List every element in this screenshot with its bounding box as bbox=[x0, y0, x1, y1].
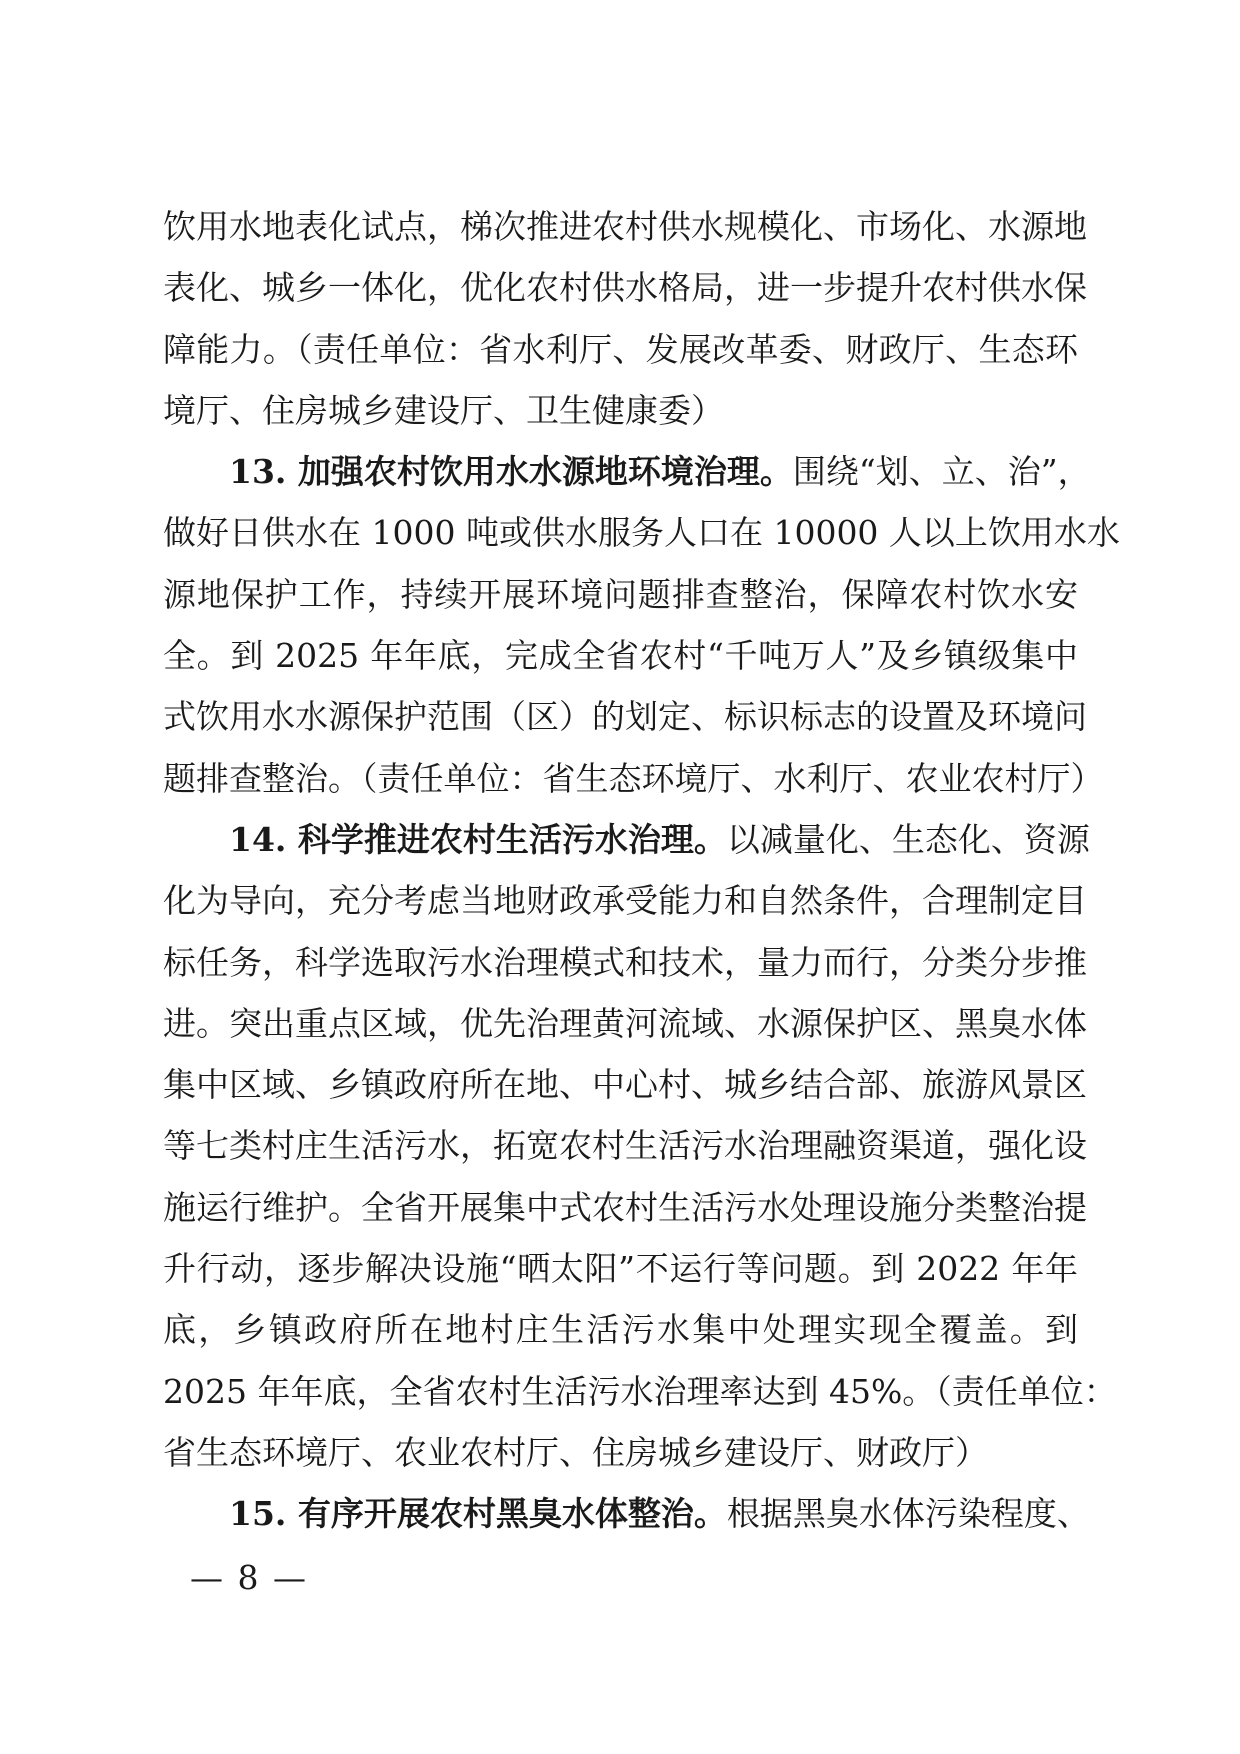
section-heading-15: 15. 有序开展农村黑臭水体整治。 bbox=[229, 1494, 727, 1534]
text-line: 集中区域、乡镇政府所在地、中心村、城乡结合部、旅游风景区 bbox=[163, 1065, 1087, 1105]
text-line: 做好日供水在 1000 吨或供水服务人口在 10000 人以上饮用水水 bbox=[163, 513, 1120, 553]
text-line: 源地保护工作，持续开展环境问题排查整治，保障农村饮水安 bbox=[163, 574, 1078, 614]
text-line: 境厅、住房城乡建设厅、卫生健康委） bbox=[163, 390, 724, 430]
document-body bbox=[163, 196, 1120, 1545]
section-heading-14: 14. 科学推进农村生活污水治理。 bbox=[229, 819, 727, 859]
text-line: 化为导向，充分考虑当地财政承受能力和自然条件，合理制定目 bbox=[163, 881, 1087, 921]
text-line: 升行动，逐步解决设施“晒太阳”不运行等问题。到 2022 年年 bbox=[163, 1249, 1078, 1289]
text-line: 省生态环境厅、农业农村厅、住房城乡建设厅、财政厅） bbox=[163, 1432, 988, 1472]
text-span: 根据黑臭水体污染程度、 bbox=[726, 1494, 1090, 1534]
paragraph-13-first-line bbox=[163, 441, 1091, 502]
section-heading-13: 13. 加强农村饮用水水源地环境治理。 bbox=[229, 452, 793, 492]
text-span: 围绕“划、立、治”， bbox=[792, 452, 1091, 492]
text-line: 进。突出重点区域，优先治理黄河流域、水源保护区、黑臭水体 bbox=[163, 1003, 1087, 1043]
text-line: 施运行维护。全省开展集中式农村生活污水处理设施分类整治提 bbox=[163, 1187, 1087, 1227]
text-line: 障能力。（责任单位：省水利厅、发展改革委、财政厅、生态环 bbox=[163, 329, 1078, 369]
text-line: 全。到 2025 年年底，完成全省农村“千吨万人”及乡镇级集中 bbox=[163, 636, 1078, 676]
text-line: 底，乡镇政府所在地村庄生活污水集中处理实现全覆盖。到 bbox=[163, 1310, 1078, 1350]
text-line: 饮用水地表化试点，梯次推进农村供水规模化、市场化、水源地 bbox=[163, 207, 1087, 246]
text-line: 等七类村庄生活污水，拓宽农村生活污水治理融资渠道，强化设 bbox=[163, 1126, 1087, 1166]
paragraph-14-first-line bbox=[163, 809, 1090, 870]
text-line: 2025 年年底，全省农村生活污水治理率达到 45%。（责任单位： bbox=[163, 1371, 1117, 1411]
text-line: 标任务，科学选取污水治理模式和技术，量力而行，分类分步推 bbox=[163, 942, 1087, 982]
text-line: 式饮用水水源保护范围（区）的划定、标识标志的设置及环境问 bbox=[163, 697, 1087, 737]
text-span: 以减量化、生态化、资源 bbox=[726, 819, 1090, 859]
text-line: 题排查整治。（责任单位：省生态环境厅、水利厅、农业农村厅） bbox=[163, 758, 1104, 798]
page-number: — 8 — bbox=[190, 1558, 308, 1597]
text-line: 表化、城乡一体化，优化农村供水格局，进一步提升农村供水保 bbox=[163, 268, 1087, 308]
paragraph-15-first-line bbox=[163, 1483, 1090, 1544]
